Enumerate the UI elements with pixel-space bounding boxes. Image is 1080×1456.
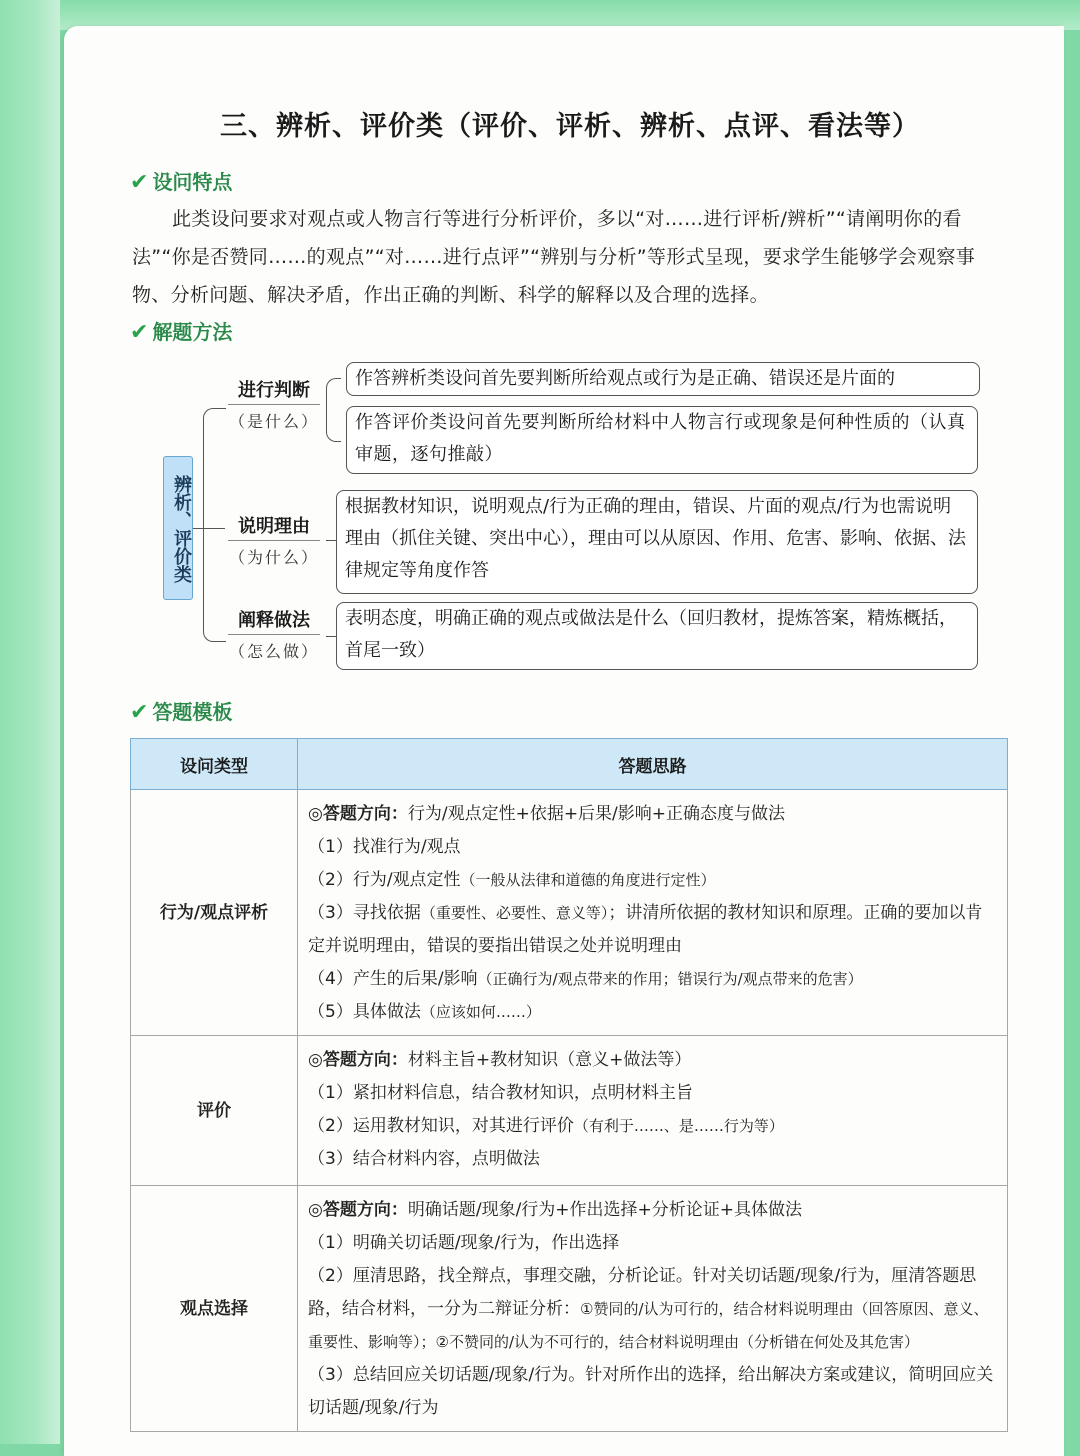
step-note: ①赞同的/认为可行的，结合材料说明理由（回答原因、意义、重要性、影响等）；②不赞同的/认为不可行的，结合材料说明理由（分析错在何处及其危害） <box>308 1300 989 1351</box>
step-main: （4）产生的后果/影响 <box>308 969 478 989</box>
background-left-strip <box>0 0 60 1444</box>
checkmark-icon: ✔ <box>130 320 149 345</box>
direction-line <box>308 1044 997 1077</box>
step-note: （应该如何……） <box>420 1003 541 1021</box>
branch-title: 进行判断 <box>228 374 320 405</box>
direction-label: ◎答题方向： <box>308 1200 408 1220</box>
branch-judge-bracket <box>326 378 341 442</box>
mindmap-root: 辨析、评价类 <box>163 456 193 600</box>
step-line <box>308 897 997 963</box>
page-title: 三、辨析、评价类（评价、评析、辨析、点评、看法等） <box>220 111 920 142</box>
branch-title: 说明理由 <box>228 510 320 541</box>
section-method-label: 解题方法 <box>152 320 233 344</box>
direction-line <box>308 798 997 831</box>
branch-reason-connector <box>326 540 336 541</box>
row-type: 行为/观点评析 <box>131 790 298 1036</box>
step-note: （一般从法律和道德的角度进行定性） <box>460 871 716 889</box>
step-line <box>308 1359 997 1425</box>
step-rest: ；讲清所依据的教材知识和原理。正确的要加以肯定并说明理由，错误的要指出错误之处并说明理由 <box>308 903 983 956</box>
step-main: （3）结合材料内容，点明做法 <box>308 1149 540 1169</box>
step-line <box>308 1227 997 1260</box>
row-type: 评价 <box>131 1036 298 1186</box>
direction-text: 行为/观点定性+依据+后果/影响+正确态度与做法 <box>407 804 786 824</box>
section-features-label: 设问特点 <box>152 170 233 194</box>
header-question-type: 设问类型 <box>131 739 298 790</box>
checkmark-icon: ✔ <box>130 170 149 195</box>
step-line <box>308 1143 997 1176</box>
branch-subtitle: （为什么） <box>228 548 319 567</box>
mindmap-branch-reason <box>224 510 324 568</box>
row-body <box>298 1186 1008 1432</box>
step-line <box>308 1110 997 1143</box>
mindmap-leaf: 作答辨析类设问首先要判断所给观点或行为是正确、错误还是片面的 <box>346 362 980 396</box>
mindmap-leaf: 作答评价类设问首先要判断所给材料中人物言行或现象是何种性质的（认真审题，逐句推敲） <box>346 406 978 474</box>
mindmap-mid-connector <box>203 528 225 529</box>
branch-subtitle: （是什么） <box>228 412 319 431</box>
step-main: （3）寻找依据 <box>308 903 421 923</box>
section-method-heading <box>130 316 232 345</box>
step-main: （2）行为/观点定性 <box>308 870 461 890</box>
mindmap-root-bracket <box>203 408 226 642</box>
answer-template-table <box>130 738 1008 1432</box>
step-line <box>308 963 997 996</box>
mindmap-branch-judge <box>224 374 324 432</box>
section-features-heading <box>130 166 232 195</box>
direction-text: 材料主旨+教材知识（意义+做法等） <box>407 1050 692 1070</box>
checkmark-icon: ✔ <box>130 700 149 725</box>
step-main: （2）运用教材知识，对其进行评价 <box>308 1116 574 1136</box>
features-paragraph: 此类设问要求对观点或人物言行等进行分析评价，多以“对……进行评析/辨析”“请阐明你的看法”“你是否赞同……的观点”“对……进行点评”“辨别与分析”等形式呈现，要求学生能够学会观察事物、分析问题、解决矛盾，作出正确的判断、科学的解释以及合理的选择。 <box>132 208 976 306</box>
step-line <box>308 1260 997 1359</box>
step-line <box>308 1077 997 1110</box>
direction-label: ◎答题方向： <box>308 804 408 824</box>
branch-title: 阐释做法 <box>228 604 320 635</box>
branch-explain-connector <box>326 636 336 637</box>
section-template-label: 答题模板 <box>152 700 233 724</box>
step-line <box>308 996 997 1029</box>
step-main: （1）明确关切话题/现象/行为，作出选择 <box>308 1233 620 1253</box>
step-main: （1）找准行为/观点 <box>308 837 461 857</box>
table-row <box>131 1036 1008 1186</box>
direction-line <box>308 1194 997 1227</box>
direction-label: ◎答题方向： <box>308 1050 408 1070</box>
mindmap-branch-explain <box>224 604 324 662</box>
table-header-row <box>131 739 1008 790</box>
step-main: （2）厘清思路，找全辩点，事理交融，分析论证。针对关切话题/现象/行为，厘清答题思路，结合材料，一分为二辩证分析： <box>308 1266 977 1319</box>
step-note: （正确行为/观点带来的作用；错误行为/观点带来的危害） <box>477 970 863 988</box>
row-body <box>298 1036 1008 1186</box>
step-main: （3）总结回应关切话题/现象/行为。针对所作出的选择，给出解决方案或建议，简明回应关切话题/现象/行为 <box>308 1365 994 1418</box>
step-note: （重要性、必要性、意义等） <box>420 904 609 922</box>
step-line <box>308 831 997 864</box>
direction-text: 明确话题/现象/行为+作出选择+分析论证+具体做法 <box>407 1200 803 1220</box>
step-note: （有利于……、是……行为等） <box>573 1117 784 1135</box>
step-main: （5）具体做法 <box>308 1002 421 1022</box>
step-main: （1）紧扣材料信息，结合教材知识，点明材料主旨 <box>308 1083 693 1103</box>
row-type: 观点选择 <box>131 1186 298 1432</box>
table-row <box>131 790 1008 1036</box>
section-template-heading <box>130 696 232 725</box>
header-answer-approach: 答题思路 <box>298 739 1008 790</box>
mindmap-leaf: 表明态度，明确正确的观点或做法是什么（回归教材，提炼答案，精炼概括，首尾一致） <box>336 602 978 670</box>
table-row <box>131 1186 1008 1432</box>
mindmap-leaf: 根据教材知识，说明观点/行为正确的理由，错误、片面的观点/行为也需说明理由（抓住关键、突出中心），理由可以从原因、作用、危害、影响、依据、法律规定等角度作答 <box>336 490 978 594</box>
row-body <box>298 790 1008 1036</box>
branch-subtitle: （怎么做） <box>228 642 319 661</box>
step-line <box>308 864 997 897</box>
